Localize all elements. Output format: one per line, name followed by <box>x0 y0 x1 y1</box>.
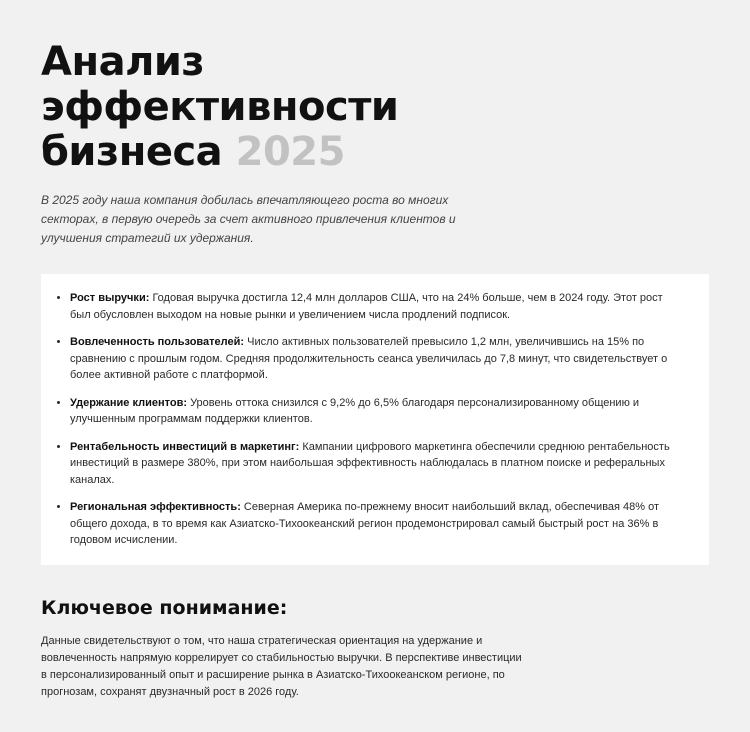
insight-heading: Ключевое понимание: <box>41 596 288 619</box>
highlight-revenue-growth <box>70 290 685 323</box>
insight-paragraph: Данные свидетельствуют о том, что наша стратегическая ориентация на удержание и вовлеченность напрямую коррелирует со стабильностью выручки. В перспективе инвестиции в персонализированный опыт и расширение рынка в Азиатско-Тихоокеанском регионе, по прогнозам, сохранят двузначный рост в 2026 году. <box>41 634 522 698</box>
highlight-user-engagement <box>70 334 685 384</box>
highlight-text: Уровень оттока снизился с 9,2% до 6,5% благодаря персонализированному общению и улучшенным программам поддержки клиентов. <box>70 396 640 425</box>
highlight-text: Число активных пользователей превысило 1,2 млн, увеличившись на 15% по сравнению с прошлым годом. Средняя продолжительность сеанса увеличилась до 7,8 минут, что свидетельствует о более активной работе с платформой. <box>70 336 668 381</box>
page-title-year: 2025 <box>235 129 345 175</box>
highlights-card <box>41 274 709 565</box>
page-title-main: Анализ эффективности бизнеса <box>41 39 399 175</box>
highlight-label: Рост выручки: <box>70 292 150 304</box>
report-page <box>41 0 709 701</box>
highlight-text: Северная Америка по-прежнему вносит наибольший вклад, обеспечивая 48% от общего дохода, в то время как Азиатско-Тихоокеанский регион продемонстрировал самый быстрый рост на 36% в годовом исчислении. <box>70 501 660 546</box>
page-title <box>41 40 461 175</box>
highlight-label: Удержание клиентов: <box>70 396 187 409</box>
highlight-label: Рентабельность инвестиций в маркетинг: <box>70 440 300 453</box>
highlight-text: Годовая выручка достигла 12,4 млн долларов США, что на 24% больше, чем в 2024 году. Этот рост был обусловлен выходом на новые рынки и увеличением числа продлений подписок. <box>70 292 663 321</box>
highlight-label: Вовлеченность пользователей: <box>70 336 245 348</box>
intro-paragraph: В 2025 году наша компания добилась впечатляющего роста во многих секторах, в первую очередь за счет активного привлечения клиентов и улучшения стратегий их удержания. <box>41 193 456 245</box>
highlight-label: Региональная эффективность: <box>70 501 241 513</box>
highlights-list <box>55 290 685 549</box>
highlight-marketing-roi <box>70 439 685 489</box>
highlight-text: Кампании цифрового маркетинга обеспечили среднюю рентабельность инвестиций в размере 380%, при этом наибольшая эффективность наблюдалась в платном поиске и реферальных каналах. <box>70 440 670 486</box>
highlight-regional-performance <box>70 499 685 549</box>
highlight-customer-retention <box>70 395 685 428</box>
